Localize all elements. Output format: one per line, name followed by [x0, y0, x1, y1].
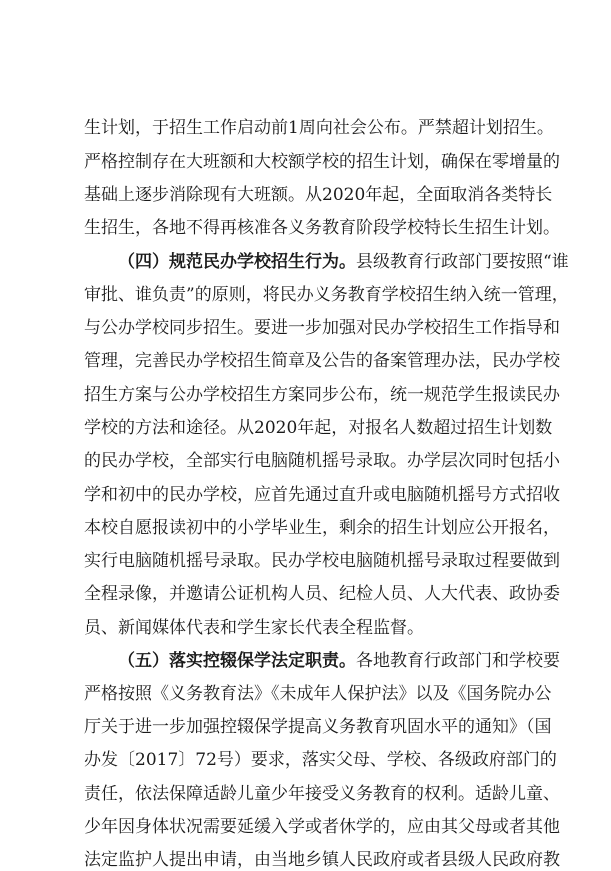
section-4-first-line: [118, 251, 569, 273]
text-line: 员、新闻媒体代表和学生家长代表全程监督。: [84, 618, 424, 638]
text-line: 学校的方法和途径。从2020年起，对报名人数超过招生计划数: [84, 418, 553, 438]
text-line: 办发〔2017〕72号）要求，落实父母、学校、各级政府部门的: [84, 750, 557, 770]
text-line: 招生方案与公办学校招生方案同步公布，统一规范学生报读民办: [84, 385, 560, 405]
section-4-first-line-text: 县级教育行政部门要按照“谁: [356, 252, 569, 272]
text-line: 与公办学校同步招生。要进一步加强对民办学校招生工作指导和: [84, 318, 560, 338]
text-line: 生招生，各地不得再核准各义务教育阶段学校特长生招生计划。: [84, 218, 560, 238]
section-5-first-line-text: 各地教育行政部门和学校要: [356, 651, 560, 671]
text-line: 本校自愿报读初中的小学毕业生，剩余的招生计划应公开报名，: [84, 518, 560, 538]
section-4-heading: （四）规范民办学校招生行为。: [118, 252, 356, 272]
text-line: 严格按照《义务教育法》《未成年人保护法》以及《国务院办公: [84, 684, 552, 704]
section-5-heading: （五）落实控辍保学法定职责。: [118, 651, 356, 671]
text-line: 少年因身体状况需要延缓入学或者休学的，应由其父母或者其他: [84, 817, 560, 837]
text-line: 学和初中的民办学校，应首先通过直升或电脑随机摇号方式招收: [84, 485, 560, 505]
text-line: 法定监护人提出申请，由当地乡镇人民政府或者县级人民政府教: [84, 850, 560, 870]
text-line: 全程录像，并邀请公证机构人员、纪检人员、人大代表、政协委: [84, 584, 560, 604]
text-line: 基础上逐步消除现有大班额。从2020年起，全面取消各类特长: [84, 185, 553, 205]
text-line: 生计划，于招生工作启动前1周向社会公布。严禁超计划招生。: [84, 118, 554, 138]
text-line: 管理，完善民办学校招生简章及公告的备案管理办法，民办学校: [84, 351, 560, 371]
text-line: 审批、谁负责”的原则，将民办义务教育学校招生纳入统一管理，: [84, 285, 569, 305]
text-line: 厅关于进一步加强控辍保学提高义务教育巩固水平的通知》（国: [84, 717, 552, 737]
text-line: 实行电脑随机摇号录取。民办学校电脑随机摇号录取过程要做到: [84, 551, 560, 571]
text-line: 严格控制存在大班额和大校额学校的招生计划，确保在零增量的: [84, 152, 560, 172]
text-line: 责任，依法保障适龄儿童少年接受义务教育的权利。适龄儿童、: [84, 784, 560, 804]
text-line: 的民办学校，全部实行电脑随机摇号录取。办学层次同时包括小: [84, 451, 560, 471]
section-5-first-line: [118, 650, 560, 672]
